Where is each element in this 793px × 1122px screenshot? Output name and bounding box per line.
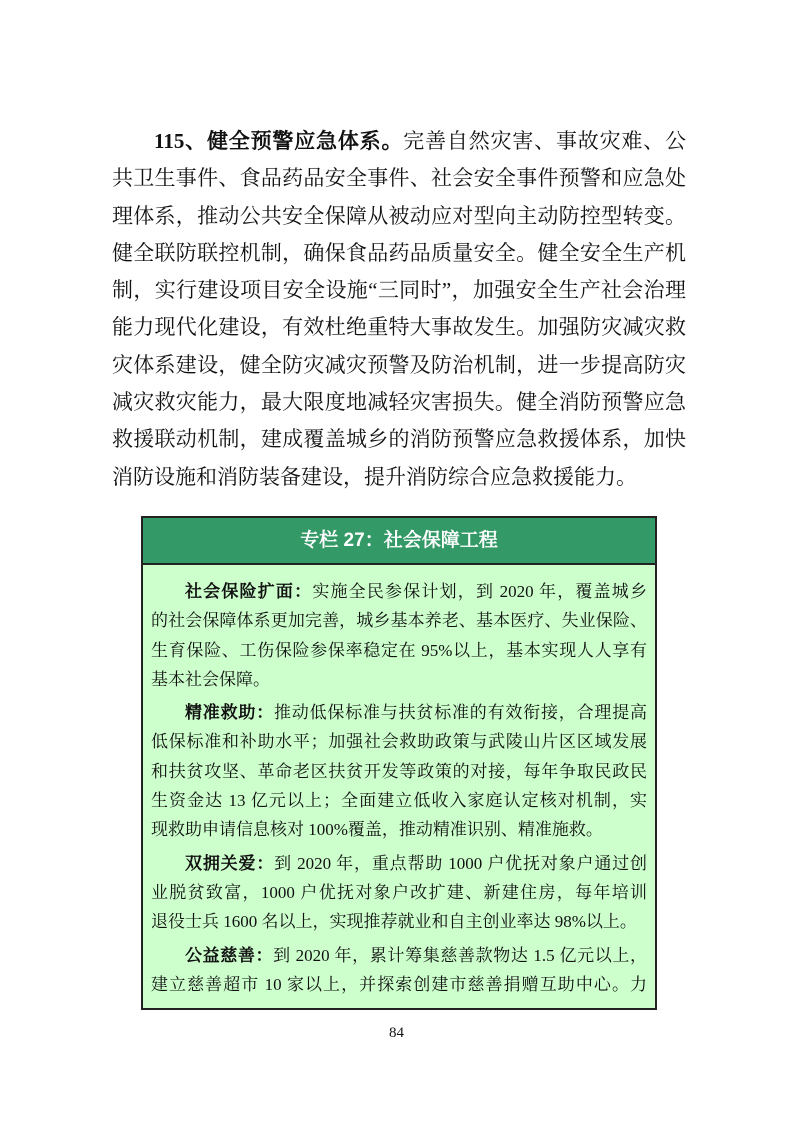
box-body	[143, 565, 655, 999]
text: 到 2020 年，重点帮助 1000 户优抚对象户通过创	[274, 853, 648, 873]
text: 完善自然灾害、事故灾难、公	[403, 129, 686, 153]
box-paragraph	[151, 849, 647, 937]
box-line: 现救助申请信息核对 100%覆盖，推动精准识别、精准施救。	[151, 820, 603, 840]
paragraph-line: 健全联防联控机制，确保食品药品质量安全。健全安全生产机	[112, 240, 686, 265]
box-paragraph-label: 精准救助：	[185, 703, 274, 723]
box-line: 建立慈善超市 10 家以上，并探索创建市慈善捐赠互助中心。力	[151, 974, 647, 994]
box-line	[151, 577, 647, 606]
box-line	[151, 698, 647, 727]
text: 到 2020 年，累计筹集慈善款物达 1.5 亿元以上，	[273, 945, 648, 965]
paragraph-line: 消防设施和消防装备建设，提升消防综合应急救援能力。	[112, 464, 637, 489]
paragraph-line: 救援联动机制，建成覆盖城乡的消防预警应急救援体系，加快	[112, 427, 686, 452]
paragraph-line: 减灾救灾能力，最大限度地减轻灾害损失。健全消防预警应急	[112, 390, 686, 415]
paragraph-line: 能力现代化建设，有效杜绝重特大事故发生。加强防灾减灾救	[112, 315, 686, 340]
box-line: 业脱贫致富，1000 户优抚对象户改扩建、新建住房，每年培训	[151, 882, 647, 902]
section-heading: 115、健全预警应急体系。	[154, 129, 404, 153]
box-line: 退役士兵 1600 名以上，实现推荐就业和自主创业率达 98%以上。	[151, 912, 637, 932]
box-line: 生资金达 13 亿元以上；全面建立低收入家庭认定核对机制，实	[151, 791, 647, 811]
main-paragraph	[112, 123, 686, 496]
box-line	[151, 849, 647, 878]
paragraph-line: 理体系，推动公共安全保障从被动应对型向主动防控型转变。	[112, 203, 686, 228]
box-paragraph	[151, 941, 647, 1000]
box-paragraph-label: 双拥关爱：	[185, 853, 275, 873]
page-number: 84	[389, 1025, 404, 1041]
box-line: 低保标准和补助水平；加强社会救助政策与武陵山片区区域发展	[151, 732, 647, 752]
box-line: 生育保险、工伤保险参保率稳定在 95%以上，基本实现人人享有	[151, 640, 647, 660]
box-title: 专栏 27：社会保障工程	[143, 518, 655, 565]
box-line	[151, 941, 647, 970]
paragraph-line: 灾体系建设，健全防灾减灾预警及防治机制，进一步提高防灾	[112, 352, 686, 377]
paragraph-line: 共卫生事件、食品药品安全事件、社会安全事件预警和应急处	[112, 166, 686, 191]
box-paragraph-label: 社会保险扩面：	[185, 582, 313, 601]
box-paragraph-label: 公益慈善：	[185, 945, 274, 965]
column-box	[141, 516, 657, 1010]
box-line: 基本社会保障。	[151, 669, 270, 689]
paragraph-line: 制，实行建设项目安全设施“三同时”，加强安全生产社会治理	[112, 278, 686, 303]
text: 推动低保标准与扶贫标准的有效衔接，合理提高	[274, 703, 647, 723]
box-line: 的社会保障体系更加完善，城乡基本养老、基本医疗、失业保险、	[151, 611, 647, 631]
paragraph-line	[112, 123, 686, 160]
box-paragraph	[151, 698, 647, 844]
text: 实施全民参保计划，到 2020 年，覆盖城乡	[312, 582, 647, 601]
box-paragraph	[151, 577, 647, 694]
box-line: 和扶贫攻坚、革命老区扶贫开发等政策的对接，每年争取民政民	[151, 761, 647, 781]
